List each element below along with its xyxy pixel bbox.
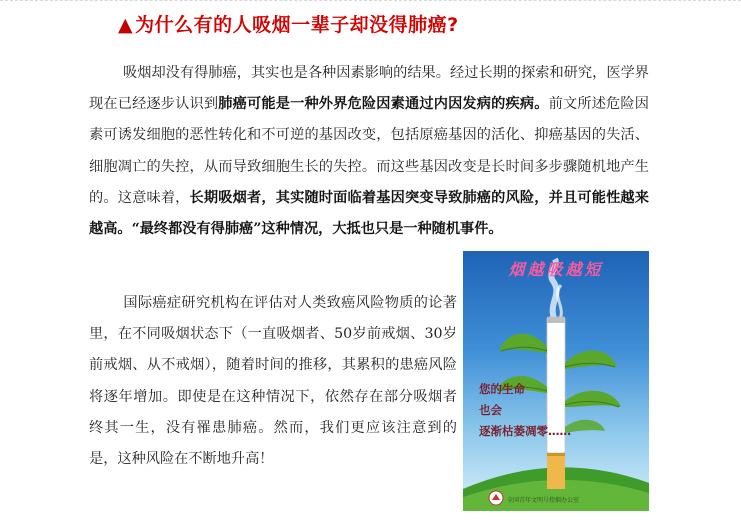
p1-segment-2-bold: 肺癌可能是一种外界危险因素通过内因发病的疾病。 [218,96,549,113]
section-heading [118,10,459,37]
triangle-marker-icon: ▲ [118,14,134,36]
poster-title: 烟越吸越短 [508,260,604,279]
p1-segment-1: 吸烟却没有得肺癌，其实也是各种因素影响的结果。经过长期的探索和研究，医学界现在已经逐步认识到 [89,65,649,113]
p1-segment-3: 前文所述危险因素可诱发细胞的恶性转化和不可逆的基因改变，包括原癌基因的活化、抑癌基因的失活、细胞凋亡的失控，从而导致细胞生长的失控。而这些基因改变是长时间多步骤随机地产生的。这意味着， [89,96,649,206]
p1-segment-4-bold: 长期吸烟者，其实随时面临着基因突变导致肺癌的风险，并且可能性越来越高。“最终都没有得肺癌”这种情况，大抵也只是一种随机事件。 [89,189,649,238]
cigarette-filter-icon [547,453,565,489]
poster-footer: 全国青年文明号控烟办公室 [507,497,580,504]
paragraph-1 [89,58,649,245]
poster-caption-line-2: 也会 [479,403,502,417]
anti-smoking-poster-image [463,251,649,511]
section-heading-text: 为什么有的人吸烟一辈子却没得肺癌? [135,14,459,36]
paragraph-2 [89,288,457,475]
header-divider [0,0,741,1]
poster-caption-line-1: 您的生命 [479,382,525,396]
poster-caption-line-3: 逐渐枯萎凋零…… [479,424,571,438]
poster-caption [479,379,571,442]
p2-text: 国际癌症研究机构在评估对人类致癌风险物质的论著里，在不同吸烟状态下（一直吸烟者、50岁前戒烟、30岁前戒烟、从不戒烟），随着时间的推移，其累积的患癌风险将逐年增加。即使是在这种情况下，依然存在部分吸烟者终其一生，没有罹患肺癌。然而，我们更应该注意到的是，这种风险在不断地升高！ [89,295,457,468]
